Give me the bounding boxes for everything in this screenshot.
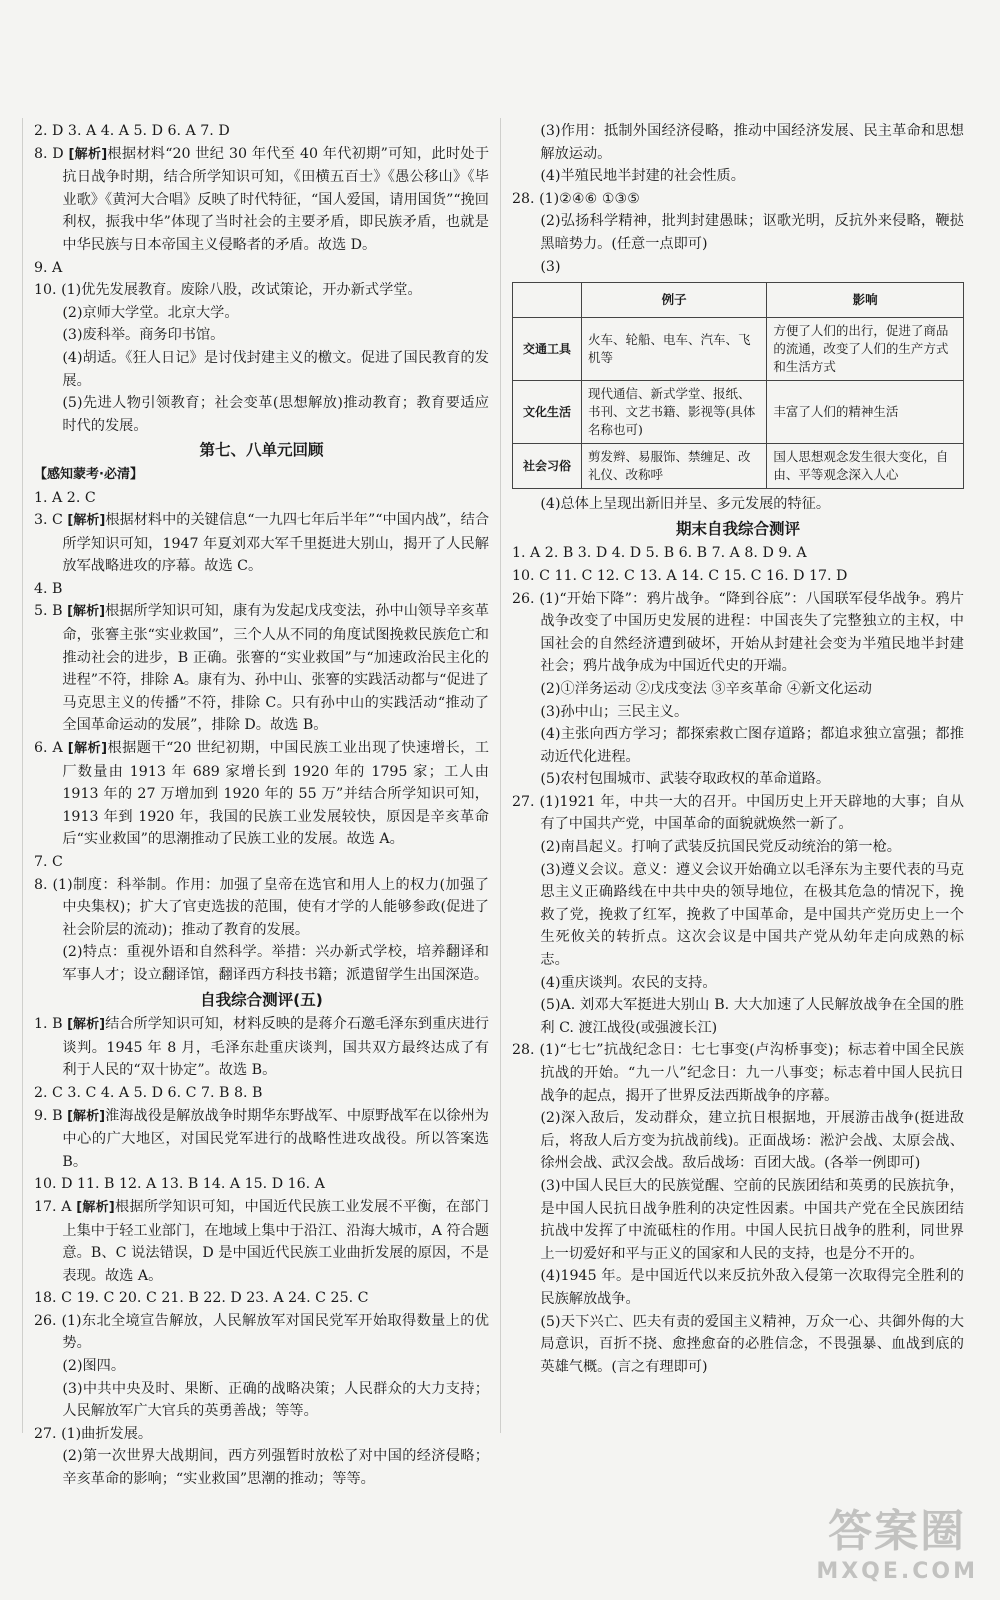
section-title: 第七、八单元回顾 bbox=[199, 441, 324, 460]
table-cell-impact: 方便了人们的出行，促进了商品的流通，改变了人们的生产方式和生活方式 bbox=[767, 318, 964, 381]
answer-line: 7. C bbox=[34, 854, 63, 870]
answer-item bbox=[34, 143, 489, 257]
answer-line: 10. (1)优先发展教育。废除八股，改试策论，开办新式学堂。 bbox=[34, 282, 422, 299]
answer-subitem: (4)主张向西方学习；都探索救亡图存道路；都追求独立富强；都推动近代化进程。 bbox=[540, 726, 964, 765]
answer-line: 1. A 2. B 3. D 4. D 5. B 6. B 7. A 8. D 9. A bbox=[512, 545, 807, 562]
table-cell-example: 剪发辫、易服饰、禁缠足、改礼仪、改称呼 bbox=[582, 444, 767, 489]
answer-line: 1. A 2. C bbox=[34, 489, 96, 506]
column-divider bbox=[500, 118, 501, 1433]
answer-item bbox=[34, 509, 489, 578]
answer-subitem: (4)1945 年。是中国近代以来反抗外敌入侵第一次取得完全胜利的民族解放战争。 bbox=[540, 1268, 964, 1307]
answer-item bbox=[34, 1013, 489, 1082]
subsection-label: 【感知蒙考·必清】 bbox=[34, 466, 143, 482]
analysis-tag: [解析] bbox=[67, 604, 106, 620]
answer-subitem: (3)废科举。商务印书馆。 bbox=[62, 327, 225, 344]
analysis-tag: [解析] bbox=[67, 513, 106, 529]
answer-subitem: (2)深入敌后，发动群众，建立抗日根据地，开展游击战争(挺进敌后，将敌人后方变为抗战前线)。正面战场：淞沪会战、太原会战、徐州会战、武汉会战。敌后战场：百团大战。(各举一例即可) bbox=[540, 1110, 964, 1172]
table-cell-example: 现代通信、新式学堂、报纸、书刊、文艺书籍、影视等(具体名称也可) bbox=[582, 381, 767, 444]
influence-table bbox=[512, 282, 964, 489]
answer-line: 10. C 11. C 12. C 13. A 14. C 15. C 16. D 17. D bbox=[512, 567, 848, 584]
table-row-label: 交通工具 bbox=[513, 318, 582, 381]
answer-text: 结合所学知识可知，材料反映的是蒋介石邀毛泽东到重庆进行谈判。1945 年 8 月，毛泽东赴重庆谈判，国共双方最终达成了有利于人民的“双十协定”。故选 B。 bbox=[62, 1016, 489, 1079]
watermark-logo bbox=[816, 1495, 978, 1584]
table-header-impact: 影响 bbox=[767, 283, 964, 318]
answer-number: 26. bbox=[512, 590, 540, 607]
table-header-blank bbox=[513, 283, 582, 318]
answer-subitem: (2)①洋务运动 ②戊戌变法 ③辛亥革命 ④新文化运动 bbox=[540, 680, 872, 697]
answer-line: 2. C 3. C 4. A 5. D 6. C 7. B 8. B bbox=[34, 1084, 263, 1101]
answer-subitem: (3)孙中山；三民主义。 bbox=[540, 703, 689, 720]
answer-subitem: (5)A. 刘邓大军挺进大别山 B. 大大加速了人民解放战争在全国的胜利 C. 渡江战役(或强渡长江) bbox=[540, 997, 964, 1036]
answer-item bbox=[512, 588, 964, 678]
answer-subitem: (2)弘扬科学精神，批判封建愚昧；讴歌光明，反抗外来侵略，鞭挞黑暗势力。(任意一点即可) bbox=[540, 213, 964, 252]
answer-text: (1)1921 年，中共一大的召开。中国历史上开天辟地的大事；自从有了中国共产党，中国革命的面貌就焕然一新了。 bbox=[539, 793, 965, 833]
answer-item bbox=[512, 791, 964, 836]
watermark-url: MXQE.COM bbox=[816, 1559, 978, 1584]
answer-number: 8. bbox=[34, 876, 53, 893]
answer-text: 根据题干“20 世纪初期，中国民族工业出现了快速增长，工厂数量由 1913 年 689 家增长到 1920 年的 1795 家；工人由 1913 年的 27 万增加到 1920 年的 55 万”并结合所学知识可知，1913 年到 1920 年，我国的民族工业发展较快，原因是辛亥革命后“实业救国”的思潮推动了民族工业的发展。故选 A。 bbox=[62, 740, 489, 848]
section-title: 期末自我综合测评 bbox=[675, 519, 800, 538]
table-header-example: 例子 bbox=[582, 283, 767, 318]
answer-line: 18. C 19. C 20. C 21. B 22. D 23. A 24. C 25. C bbox=[34, 1290, 369, 1307]
table-cell-example: 火车、轮船、电车、汽车、飞机等 bbox=[582, 318, 767, 381]
answer-number: 8. D bbox=[34, 145, 69, 162]
answer-text: (1)制度：科举制。作用：加强了皇帝在选官和用人上的权力(加强了中央集权)；扩大了官吏选拔的范围，使有才学的人能够参政(促进了社会阶层的流动)；推动了教育的发展。 bbox=[52, 876, 489, 938]
answer-line: 4. B bbox=[34, 580, 63, 597]
analysis-tag: [解析] bbox=[68, 146, 108, 162]
table-row bbox=[513, 444, 964, 489]
answer-item bbox=[34, 874, 489, 942]
answer-subitem: (4)总体上呈现出新旧并呈、多元发展的特征。 bbox=[540, 496, 831, 513]
answer-item bbox=[34, 600, 489, 737]
answer-subitem: (3)中共中央及时、果断、正确的战略决策；人民群众的大力支持；人民解放军广大官兵的英勇善战；等等。 bbox=[62, 1380, 489, 1420]
answer-line: 28. (1)②④⑥ ①③⑤ bbox=[512, 190, 640, 207]
right-top-block bbox=[512, 120, 964, 278]
binding-margin bbox=[0, 118, 23, 1433]
table-header-row bbox=[513, 283, 964, 318]
answer-text: 淮海战役是解放战争时期华东野战军、中原野战军在以徐州为中心的广大地区，对国民党军进行的战略性进攻战役。所以答案选 B。 bbox=[62, 1107, 489, 1170]
answer-subitem: (2)京师大学堂。北京大学。 bbox=[62, 304, 239, 321]
answer-subitem: (2)图四。 bbox=[62, 1358, 126, 1375]
answer-number: 5. B bbox=[34, 603, 68, 620]
table-cell-impact: 丰富了人们的精神生活 bbox=[767, 381, 964, 444]
answer-text: 根据所学知识可知，中国近代民族工业发展不平衡，在部门上集中于轻工业部门，在地域上集中于沿江、沿海大城市，A 符合题意。B、C 说法错误，D 是中国近代民族工业曲折发展的原因，不是表现。故选 A。 bbox=[62, 1198, 489, 1284]
answer-subitem: (5)天下兴亡、匹夫有责的爱国主义精神，万众一心、共御外侮的大局意识，百折不挠、愈挫愈奋的必胜信念，不畏强暴、血战到底的英雄气概。(言之有理即可) bbox=[540, 1313, 964, 1375]
answer-subitem: (2)第一次世界大战期间，西方列强暂时放松了对中国的经济侵略；辛亥革命的影响；“实业救国”思潮的推动；等等。 bbox=[62, 1448, 489, 1488]
answer-subitem: (3)遵义会议。意义：遵义会议开始确立以毛泽东为主要代表的马克思主义正确路线在中共中央的领导地位，在极其危急的情况下，挽救了党，挽救了红军，挽救了中国革命，是中国共产党历史上一个生死攸关的转折点。这次会议是中国共产党从幼年走向成熟的标志。 bbox=[540, 861, 964, 969]
table-row bbox=[513, 381, 964, 444]
analysis-tag: [解析] bbox=[67, 741, 108, 757]
table-row-label: 社会习俗 bbox=[513, 444, 582, 489]
table-row-label: 文化生活 bbox=[513, 381, 582, 444]
left-column bbox=[34, 120, 489, 1491]
table-row bbox=[513, 318, 964, 381]
answer-number: 17. A bbox=[34, 1198, 77, 1215]
answer-number: 27. bbox=[512, 793, 540, 810]
right-bottom-block bbox=[512, 493, 964, 1378]
answer-text: (1)东北全境宣告解放，人民解放军对国民党军开始取得数量上的优势。 bbox=[61, 1312, 489, 1352]
answer-text: 根据材料中的关键信息“一九四七年后半年”“中国内战”，结合所学知识可知，1947 年夏刘邓大军千里挺进大别山，揭开了人民解放军战略进攻的序幕。故选 C。 bbox=[62, 512, 490, 575]
analysis-tag: [解析] bbox=[67, 1017, 106, 1033]
answer-line: 2. D 3. A 4. A 5. D 6. A 7. D bbox=[34, 123, 230, 139]
answer-line: 27. (1)曲折发展。 bbox=[34, 1425, 153, 1442]
answer-text: 根据所学知识可知，康有为发起戊戌变法，孙中山领导辛亥革命，张謇主张“实业救国”，三个人从不同的角度试图挽救民族危亡和推动社会的进步，B 正确。张謇的“实业救国”与“加速政治民主化的进程”不符，排除 A。康有为、孙中山、张謇的实践活动都与“促进了马克思主义的传播”不符，排除 C。只有孙中山的实践活动“推动了全国革命运动的发展”，排除 D。故选 B。 bbox=[62, 603, 489, 734]
answer-subitem: (3) bbox=[540, 258, 561, 275]
table-cell-impact: 国人思想观念发生很大变化，自由、平等观念深入人心 bbox=[767, 444, 964, 489]
answer-item bbox=[34, 737, 489, 851]
answer-number: 26. bbox=[34, 1312, 62, 1329]
right-column bbox=[512, 120, 964, 1378]
answer-item bbox=[34, 1196, 489, 1287]
answer-line: 9. A bbox=[34, 259, 63, 276]
answer-text: 根据材料“20 世纪 30 年代至 40 年代初期”可知，此时处于抗日战争时期，结合所学知识可知，《田横五百士》《愚公移山》《毕业歌》《黄河大合唱》反映了时代特征，“国人爱国，请用国货”“挽回利权，振我中华”体现了当时社会的主要矛盾，即民族矛盾，也就是中华民族与日本帝国主义侵略者的矛盾。故选 D。 bbox=[62, 145, 490, 253]
answer-number: 6. A bbox=[34, 740, 68, 757]
answer-number: 3. C bbox=[34, 512, 68, 529]
answer-subitem: (2)南昌起义。打响了武装反抗国民党反动统治的第一枪。 bbox=[540, 839, 901, 856]
answer-number: 9. B bbox=[34, 1107, 68, 1124]
answer-text: (1)“七七”抗战纪念日：七七事变(卢沟桥事变)；标志着中国全民族抗战的开始。“九一八”纪念日：九一八事变；标志着中国人民抗日战争的起点，揭开了世界反法西斯战争的序幕。 bbox=[539, 1042, 964, 1104]
answer-subitem: (5)先进人物引领教育；社会变革(思想解放)推动教育；教育要适应时代的发展。 bbox=[62, 395, 489, 434]
answer-item bbox=[34, 1310, 489, 1355]
answer-subitem: (4)胡适。《狂人日记》是讨伐封建主义的檄文。促进了国民教育的发展。 bbox=[62, 349, 489, 389]
watermark-text: 答案圈 bbox=[828, 1506, 967, 1557]
answer-line: 10. D 11. B 12. A 13. B 14. A 15. D 16. A bbox=[34, 1176, 325, 1193]
section-title: 自我综合测评(五) bbox=[200, 990, 323, 1009]
answer-subitem: (2)特点：重视外语和自然科学。举措：兴办新式学校，培养翻译和军事人才；设立翻译馆，翻译西方科技书籍；派遣留学生出国深造。 bbox=[62, 944, 489, 983]
answer-item bbox=[34, 1105, 489, 1174]
answer-subitem: (4)半殖民地半封建的社会性质。 bbox=[540, 168, 745, 185]
answer-number: 28. bbox=[512, 1042, 540, 1059]
analysis-tag: [解析] bbox=[67, 1108, 106, 1124]
answer-text: (1)“开始下降”：鸦片战争。“降到谷底”：八国联军侵华战争。鸦片战争改变了中国历史发展的进程：中国丧失了完整独立的主权，中国社会的自然经济遭到破坏，开始从封建社会变为半殖民地半封建社会；鸦片战争成为中国近代史的开端。 bbox=[539, 590, 964, 675]
answer-number: 1. B bbox=[34, 1016, 68, 1033]
answer-item bbox=[512, 1039, 964, 1107]
answer-subitem: (5)农村包围城市、武装夺取政权的革命道路。 bbox=[540, 771, 831, 788]
answer-subitem: (4)重庆谈判。农民的支持。 bbox=[540, 974, 717, 991]
answer-subitem: (3)中国人民巨大的民族觉醒、空前的民族团结和英勇的民族抗争，是中国人民抗日战争胜利的决定性因素。中国共产党在全民族团结抗战中发挥了中流砥柱的作用。中国人民抗日战争的胜利，同世界上一切爱好和平与正义的国家和人民的支持，也是分不开的。 bbox=[540, 1177, 964, 1262]
analysis-tag: [解析] bbox=[76, 1199, 115, 1215]
answer-subitem: (3)作用：抵制外国经济侵略，推动中国经济发展、民主革命和思想解放运动。 bbox=[540, 123, 964, 162]
